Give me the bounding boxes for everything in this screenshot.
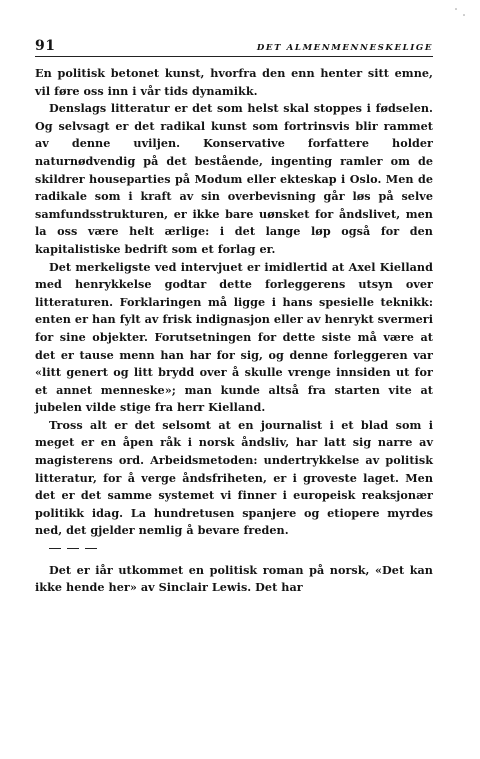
- paragraph-1: En politisk betonet kunst, hvorfra den enn henter sitt emne, vil føre oss inn i vår tids dynamikk.: [35, 66, 433, 98]
- body-text: [35, 65, 433, 597]
- section-separator: [35, 540, 433, 558]
- running-head: DET ALMENMENNESKELIGE: [256, 43, 433, 53]
- paragraph-3: Det merkeligste ved intervjuet er imidlertid at Axel Kielland med henrykkelse godtar dette forleggerens utsyn over litteraturen. Forklaringen må ligge i hans spesielle teknikk: enten er han fylt av frisk indignasjon eller av henrykt svermeri for sine objekter. Forutsetningen for dette siste må være at det er tause menn han har for sig, og denne forleggeren var «litt genert og litt brydd over å skulle vrenge innsiden ut for et annet menneske»; man kunde altså fra starten vite at jubelen vilde stige fra herr Kielland.: [35, 259, 433, 415]
- book-page: [35, 38, 433, 597]
- page-number: 91: [35, 38, 56, 54]
- separator-dash: [67, 548, 79, 549]
- page-header: [35, 38, 433, 57]
- paragraph-4: Tross alt er det selsomt at en journalist i et blad som i meget er en åpen råk i norsk åndsliv, har latt sig narre av magisterens ord. Arbeidsmetoden: undertrykkelse av politisk litteratur, for å verge åndsfriheten, er i groveste laget. Men det er det samme systemet vi finner i europeisk reaksjonær politikk idag. La hundretusen spanjere og etiopere myrdes ned, det gjelder nemlig å bevare freden.: [35, 417, 433, 538]
- paper-speck: [455, 8, 457, 10]
- separator-dash: [49, 548, 61, 549]
- paper-speck: [463, 14, 465, 16]
- separator-dash: [85, 548, 97, 549]
- paragraph-2: Denslags litteratur er det som helst skal stoppes i fødselen. Og selvsagt er det radikal kunst som fortrinsvis blir rammet av denne uviljen. Konservative forfattere holder naturnødvendig på det bestående, ingenting ramler om de skildrer houseparties på Modum eller ekteskap i Oslo. Men de radikale som i kraft av sin overbevisning går løs på selve samfundsstrukturen, er ikke bare uønsket for åndslivet, men la oss være helt ærlige: i det lange løp også for den kapitalistiske bedrift som et forlag er.: [35, 101, 433, 256]
- paragraph-5: Det er iår utkommet en politisk roman på norsk, «Det kan ikke hende her» av Sinclair Lewis. Det har: [35, 562, 433, 595]
